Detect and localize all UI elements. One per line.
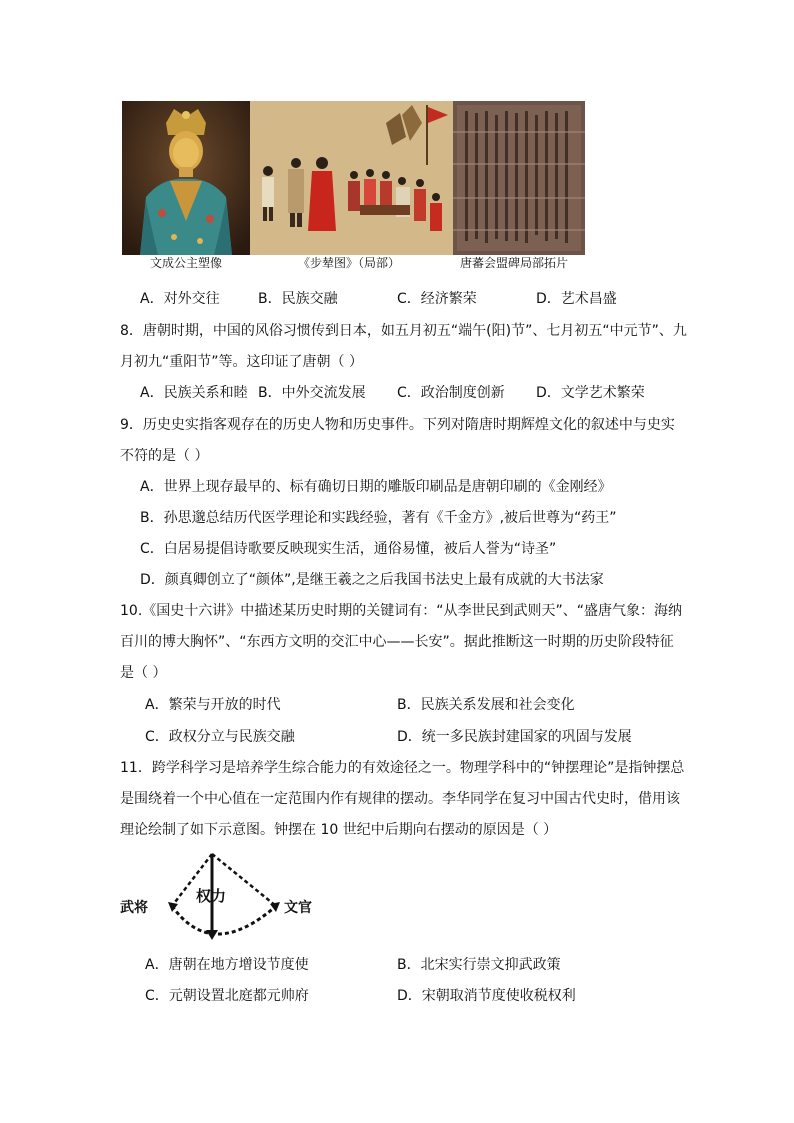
q8-option-a: A．民族关系和睦 (140, 385, 248, 401)
q9-stem-line2: 不符的是（ ） (120, 448, 209, 464)
statue-image (122, 101, 250, 255)
q11-option-c: C．元朝设置北庭都元帅府 (145, 988, 309, 1004)
q10-option-c: C．政权分立与民族交融 (145, 729, 295, 745)
q10-stem-line3: 是（ ） (120, 665, 167, 681)
caption-statue: 文成公主塑像 (150, 256, 223, 270)
q9-stem-line1: 9．历史史实指客观存在的历史人物和历史事件。下列对隋唐时期辉煌文化的叙述中与史实 (120, 417, 675, 433)
q7-option-d: D．艺术昌盛 (536, 291, 617, 307)
q11-option-d: D．宋朝取消节度使收税权利 (397, 988, 576, 1004)
stele-rubbing-image (453, 101, 585, 255)
diagram-label-power: 权力 (196, 887, 227, 905)
q11-option-a: A．唐朝在地方增设节度使 (145, 957, 309, 973)
q9-option-d: D．颜真卿创立了“颜体”,是继王羲之之后我国书法史上最有成就的大书法家 (140, 572, 604, 588)
q11-stem-line1: 11．跨学科学习是培养学生综合能力的有效途径之一。物理学科中的“钟摆理论”是指钟摆总 (120, 760, 685, 776)
q8-option-d: D．文学艺术繁荣 (536, 385, 645, 401)
q8-option-c: C．政治制度创新 (397, 385, 505, 401)
q9-option-c: C．白居易提倡诗歌要反映现实生活，通俗易懂，被后人誉为“诗圣” (140, 541, 557, 557)
pendulum-diagram (120, 850, 320, 946)
q8-stem-line2: 月初九“重阳节”等。这印证了唐朝（ ） (120, 354, 363, 370)
q8-stem-line1: 8．唐朝时期，中国的风俗习惯传到日本，如五月初五“端午(阳)节”、七月初五“中元节”、九 (120, 323, 687, 339)
bunian-painting-image (250, 101, 453, 255)
q11-stem-line3: 理论绘制了如下示意图。钟摆在 10 世纪中后期向右摆动的原因是（ ） (120, 822, 558, 838)
q11-stem-line2: 是围绕着一个中心值在一定范围内作有规律的摆动。李华同学在复习中国古代史时，借用该 (120, 791, 680, 807)
q10-stem-line2: 百川的博大胸怀”、“东西方文明的交汇中心——长安”。据此推断这一时期的历史阶段特征 (120, 634, 674, 650)
caption-painting: 《步辇图》（局部） (298, 256, 401, 270)
q10-stem-line1: 10.《国史十六讲》中描述某历史时期的关键词有：“从李世民到武则天”、“盛唐气象：海纳 (120, 603, 683, 619)
diagram-label-military: 武将 (120, 900, 148, 916)
q10-option-a: A．繁荣与开放的时代 (145, 697, 281, 713)
q8-option-b: B．中外交流发展 (258, 385, 366, 401)
q7-option-a: A．对外交往 (140, 291, 220, 307)
diagram-label-civil: 文官 (284, 900, 312, 916)
q9-option-b: B．孙思邈总结历代医学理论和实践经验，著有《千金方》,被后世尊为“药王” (140, 510, 617, 526)
q10-option-b: B．民族关系发展和社会变化 (397, 697, 575, 713)
q9-option-a: A．世界上现存最早的、标有确切日期的雕版印刷品是唐朝印刷的《金刚经》 (140, 479, 612, 495)
q11-option-b: B．北宋实行崇文抑武政策 (397, 957, 561, 973)
caption-rubbing: 唐蕃会盟碑局部拓片 (460, 256, 569, 270)
q7-option-b: B．民族交融 (258, 291, 338, 307)
q7-option-c: C．经济繁荣 (397, 291, 477, 307)
q10-option-d: D．统一多民族封建国家的巩固与发展 (397, 729, 632, 745)
